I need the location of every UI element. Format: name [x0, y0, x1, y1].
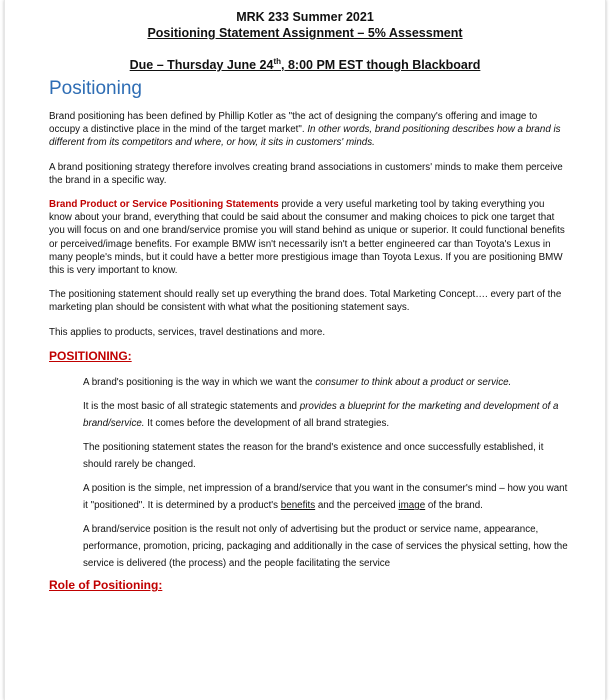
paragraph-applies: This applies to products, services, travel destinations and more. [49, 326, 326, 338]
role-heading: Role of Positioning: [49, 578, 163, 593]
point-2-text: It is the most basic of all strategic statements and [83, 401, 300, 413]
definition-text: Brand positioning has been defined by Phillip Kotler as "the act of designing the company's offering and image to occupy a distinctive place in the mind of the target market". [49, 111, 538, 136]
point-4-benefits: benefits [280, 500, 316, 512]
statements-text: provide a very useful marketing tool by taking everything you know about your brand, everything that could be said about the consumer and making choices to pick one target that you will focus on and one brand/service promise you will stand behind as unique or superior. It could functional benefits or perceived/image benefits. For example BMW isn't necessarily isn't a better engineered car than Toyota's Lexus in many people's minds, but it could have a better more prestigious image than Toyota Lexus. If you are positioning BMW this is very important to know. [49, 199, 565, 277]
statements-lead: Brand Product or Service Positioning Statements [49, 199, 279, 211]
due-date [5, 54, 605, 73]
paragraph-definition [49, 110, 569, 150]
point-1 [83, 374, 569, 391]
point-1-text: A brand's positioning is the way in which we want the [83, 377, 316, 389]
document-header [5, 0, 605, 73]
due-date-sup: th [273, 57, 282, 66]
point-5: A brand/service position is the result not only of advertising but the product or service name, appearance, performance, promotion, pricing, packaging and additionally in the case of services the physical setting, how the service is delivered (the process) and the people facilitating the service [83, 524, 568, 570]
document-page [4, 0, 606, 700]
point-4-text: A position is the simple, net impression of a brand/service that you want in the consumer's mind – how you want it "positioned". It is determined by a product's [83, 483, 568, 512]
course-title: MRK 233 Summer 2021 [236, 10, 374, 24]
paragraph-marketing: The positioning statement should really set up everything the brand does. Total Marketing Concept…. every part of the marketing plan should be consistent with what what the positioning statement says. [49, 289, 562, 314]
positioning-points [83, 374, 569, 572]
due-date-text: Due – Thursday June 24 [129, 58, 274, 73]
document-body [49, 110, 569, 592]
positioning-heading: POSITIONING: [49, 348, 132, 363]
point-2-rest: It comes before the development of all brand strategies. [144, 418, 390, 430]
point-1-italic: consumer to think about a product or service. [315, 377, 512, 389]
point-3: The positioning statement states the reason for the brand's existence and once successfully established, it should rarely be changed. [83, 442, 544, 471]
point-4-mid: and the perceived [315, 500, 399, 512]
paragraph-statements [49, 198, 569, 277]
point-2 [83, 398, 569, 432]
point-4-image: image [398, 500, 426, 512]
definition-italic: In other words, brand positioning describes how a brand is different from its competitors and where, or how, it sits in customers' minds. [49, 124, 561, 149]
point-2-italic: provides a blueprint for the marketing and development of a brand/service. [83, 401, 559, 430]
paragraph-strategy: A brand positioning strategy therefore involves creating brand associations in customers' minds to make them perceive the brand in a specific way. [49, 161, 563, 186]
point-4-end: of the brand. [425, 500, 483, 512]
point-4 [83, 480, 569, 514]
due-date-rest: , 8:00 PM EST though Blackboard [281, 58, 481, 73]
section-title: Positioning [49, 78, 142, 99]
assignment-title: Positioning Statement Assignment – 5% Assessment [147, 26, 463, 40]
